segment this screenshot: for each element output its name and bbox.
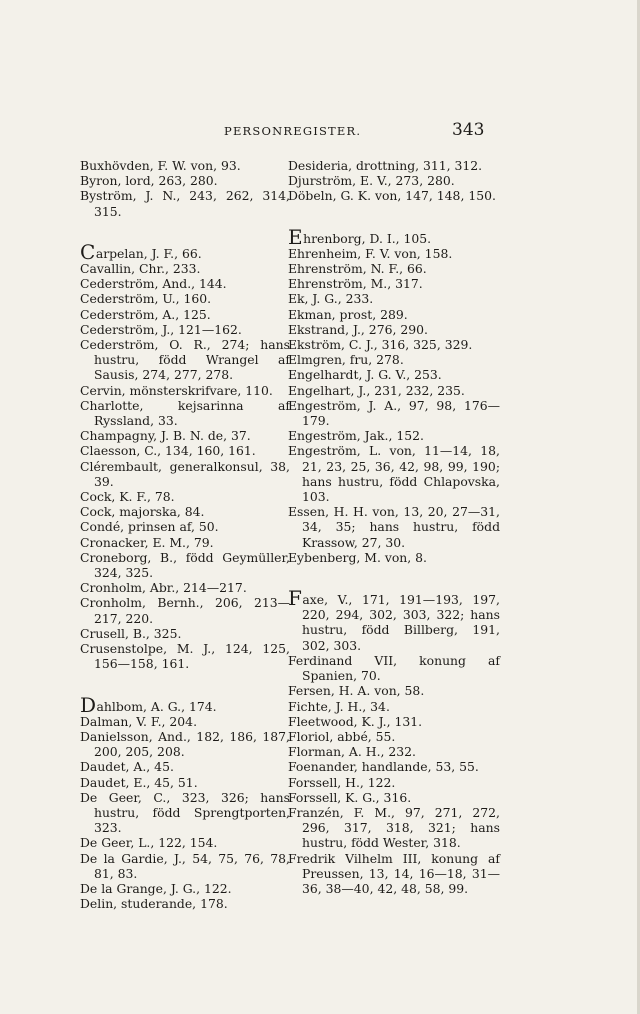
index-entry: Delin, studerande, 178.: [80, 896, 228, 912]
section-initial-letter: E: [288, 224, 303, 249]
right-column: [288, 158, 500, 896]
index-entry: Floriol, abbé, 55.: [288, 728, 396, 744]
index-entry: Forssell, K. G., 316.: [288, 789, 412, 805]
index-entry: Cronacker, E. M., 79.: [80, 534, 214, 550]
index-entry: Ek, J. G., 233.: [288, 291, 374, 307]
index-entry: Fredrik Vilhelm III, konung af Preussen, 13, 14, 16—18, 31—36, 38—40, 42, 48, 58, 99.: [288, 850, 500, 896]
index-entry: Fersen, H. A. von, 58.: [288, 683, 425, 699]
index-entry: Ehrenström, M., 317.: [288, 276, 423, 292]
index-entry: Cederström, U., 160.: [80, 291, 212, 307]
index-entry: Engelhardt, J. G. V., 253.: [288, 367, 442, 383]
index-entry: Champagny, J. B. N. de, 37.: [80, 428, 251, 444]
index-entry-text: arpelan, J. F., 66.: [95, 245, 202, 261]
index-entry: Essen, H. H. von, 13, 20, 27—31, 34, 35; hans hustru, född Krassow, 27, 30.: [288, 504, 500, 550]
index-entry: Forssell, H., 122.: [288, 774, 396, 790]
index-entry: Buxhövden, F. W. von, 93.: [80, 158, 241, 173]
index-entry: Condé, prinsen af, 50.: [80, 519, 219, 535]
index-entry: Daudet, A., 45.: [80, 759, 174, 775]
index-entry: Engeström, L. von, 11—14, 18, 21, 23, 25, 36, 42, 98, 99, 190; hans hustru, född Chlapovska, 103.: [288, 443, 500, 505]
index-entry: De la Grange, J. G., 122.: [80, 880, 232, 896]
left-column: [80, 158, 290, 911]
index-entry: Cronholm, Abr., 214—217.: [80, 580, 247, 596]
index-entry: Franzén, F. M., 97, 271, 272, 296, 317, 318, 321; hans hustru, född Wester, 318.: [288, 804, 500, 851]
index-entry: Fleetwood, K. J., 131.: [288, 713, 423, 729]
index-entry: Cronholm, Bernh., 206, 213—217, 220.: [80, 595, 290, 626]
index-entry: Cavallin, Chr., 233.: [80, 261, 201, 277]
index-entry: Cederström, J., 121—162.: [80, 321, 242, 337]
index-entry: Byron, lord, 263, 280.: [80, 173, 218, 189]
index-entry: [80, 692, 290, 717]
index-section-e: [288, 224, 500, 565]
index-entry: Cock, majorska, 84.: [80, 504, 205, 520]
index-section-d: [80, 692, 290, 912]
index-entry-text: ahlbom, A. G., 174.: [96, 698, 217, 714]
index-section-d-cont: [288, 158, 500, 204]
index-entry: Engeström, Jak., 152.: [288, 428, 424, 444]
index-entry: Croneborg, B., född Geymüller, 324, 325.: [80, 549, 290, 581]
section-initial-letter: F: [288, 586, 302, 611]
section-initial-letter: C: [80, 239, 96, 264]
index-entry: De Geer, C., 323, 326; hans hustru, född Sprengtporten, 323.: [80, 789, 290, 836]
index-entry: Ehrenheim, F. V. von, 158.: [288, 245, 453, 261]
index-entry: De la Gardie, J., 54, 75, 76, 78, 81, 83.: [80, 850, 290, 881]
index-entry: Engelhart, J., 231, 232, 235.: [288, 382, 465, 398]
index-entry: Danielsson, And., 182, 186, 187, 200, 205, 208.: [80, 728, 290, 760]
index-entry: Cederström, O. R., 274; hans hustru, född Wrangel af Sausis, 274, 277, 278.: [80, 337, 290, 383]
index-section-c: [80, 239, 290, 672]
index-entry: Crusenstolpe, M. J., 124, 125, 156—158, 161.: [80, 641, 290, 672]
index-entry: Charlotte, kejsarinna af Ryssland, 33.: [80, 397, 290, 429]
index-entry: Fichte, J. H., 34.: [288, 698, 390, 714]
index-entry: Ekström, C. J., 316, 325, 329.: [288, 337, 473, 353]
index-entry: Daudet, E., 45, 51.: [80, 774, 198, 790]
page-number: 343: [452, 120, 485, 140]
index-entry: Dalman, V. F., 204.: [80, 713, 198, 729]
index-entry: Cederström, And., 144.: [80, 276, 227, 292]
index-entry: Byström, J. N., 243, 262, 314, 315.: [80, 188, 290, 219]
index-entry: De Geer, L., 122, 154.: [80, 835, 218, 851]
index-entry: Florman, A. H., 232.: [288, 744, 416, 760]
index-entry: [288, 224, 500, 249]
section-initial-letter: D: [80, 692, 97, 717]
index-entry: Ferdinand VII, konung af Spanien, 70.: [288, 652, 500, 684]
index-entry: [80, 239, 290, 264]
index-entry: Ekman, prost, 289.: [288, 306, 408, 322]
index-entry: Elmgren, fru, 278.: [288, 352, 404, 368]
index-entry: [288, 586, 500, 653]
index-entry: Crusell, B., 325.: [80, 625, 182, 641]
index-entry: Clérembault, generalkonsul, 38, 39.: [80, 458, 290, 489]
index-entry: Ehrenström, N. F., 66.: [288, 261, 427, 277]
index-entry: Ekstrand, J., 276, 290.: [288, 321, 428, 337]
index-entry: Claesson, C., 134, 160, 161.: [80, 443, 256, 459]
index-entry: Cervin, mönsterskrifvare, 110.: [80, 382, 273, 398]
index-entry: Döbeln, G. K. von, 147, 148, 150.: [288, 188, 496, 204]
index-entry-text: axe, V., 171, 191—193, 197, 220, 294, 302, 303, 322; hans hustru, född Billberg, 191, 302, 303.: [302, 592, 500, 653]
index-entry: Foenander, handlande, 53, 55.: [288, 759, 479, 775]
index-section-b: [80, 158, 290, 219]
index-entry: Cederström, A., 125.: [80, 306, 211, 322]
index-entry: Eybenberg, M. von, 8.: [288, 549, 427, 565]
index-entry: Desideria, drottning, 311, 312.: [288, 158, 483, 173]
index-entry: Cock, K. F., 78.: [80, 489, 175, 505]
running-header-title: PERSONREGISTER.: [224, 124, 362, 138]
index-entry: Engeström, J. A., 97, 98, 176—179.: [288, 397, 500, 429]
index-entry: Djurström, E. V., 273, 280.: [288, 173, 455, 189]
index-section-f: [288, 586, 500, 896]
index-entry-text: hrenborg, D. I., 105.: [303, 230, 432, 246]
